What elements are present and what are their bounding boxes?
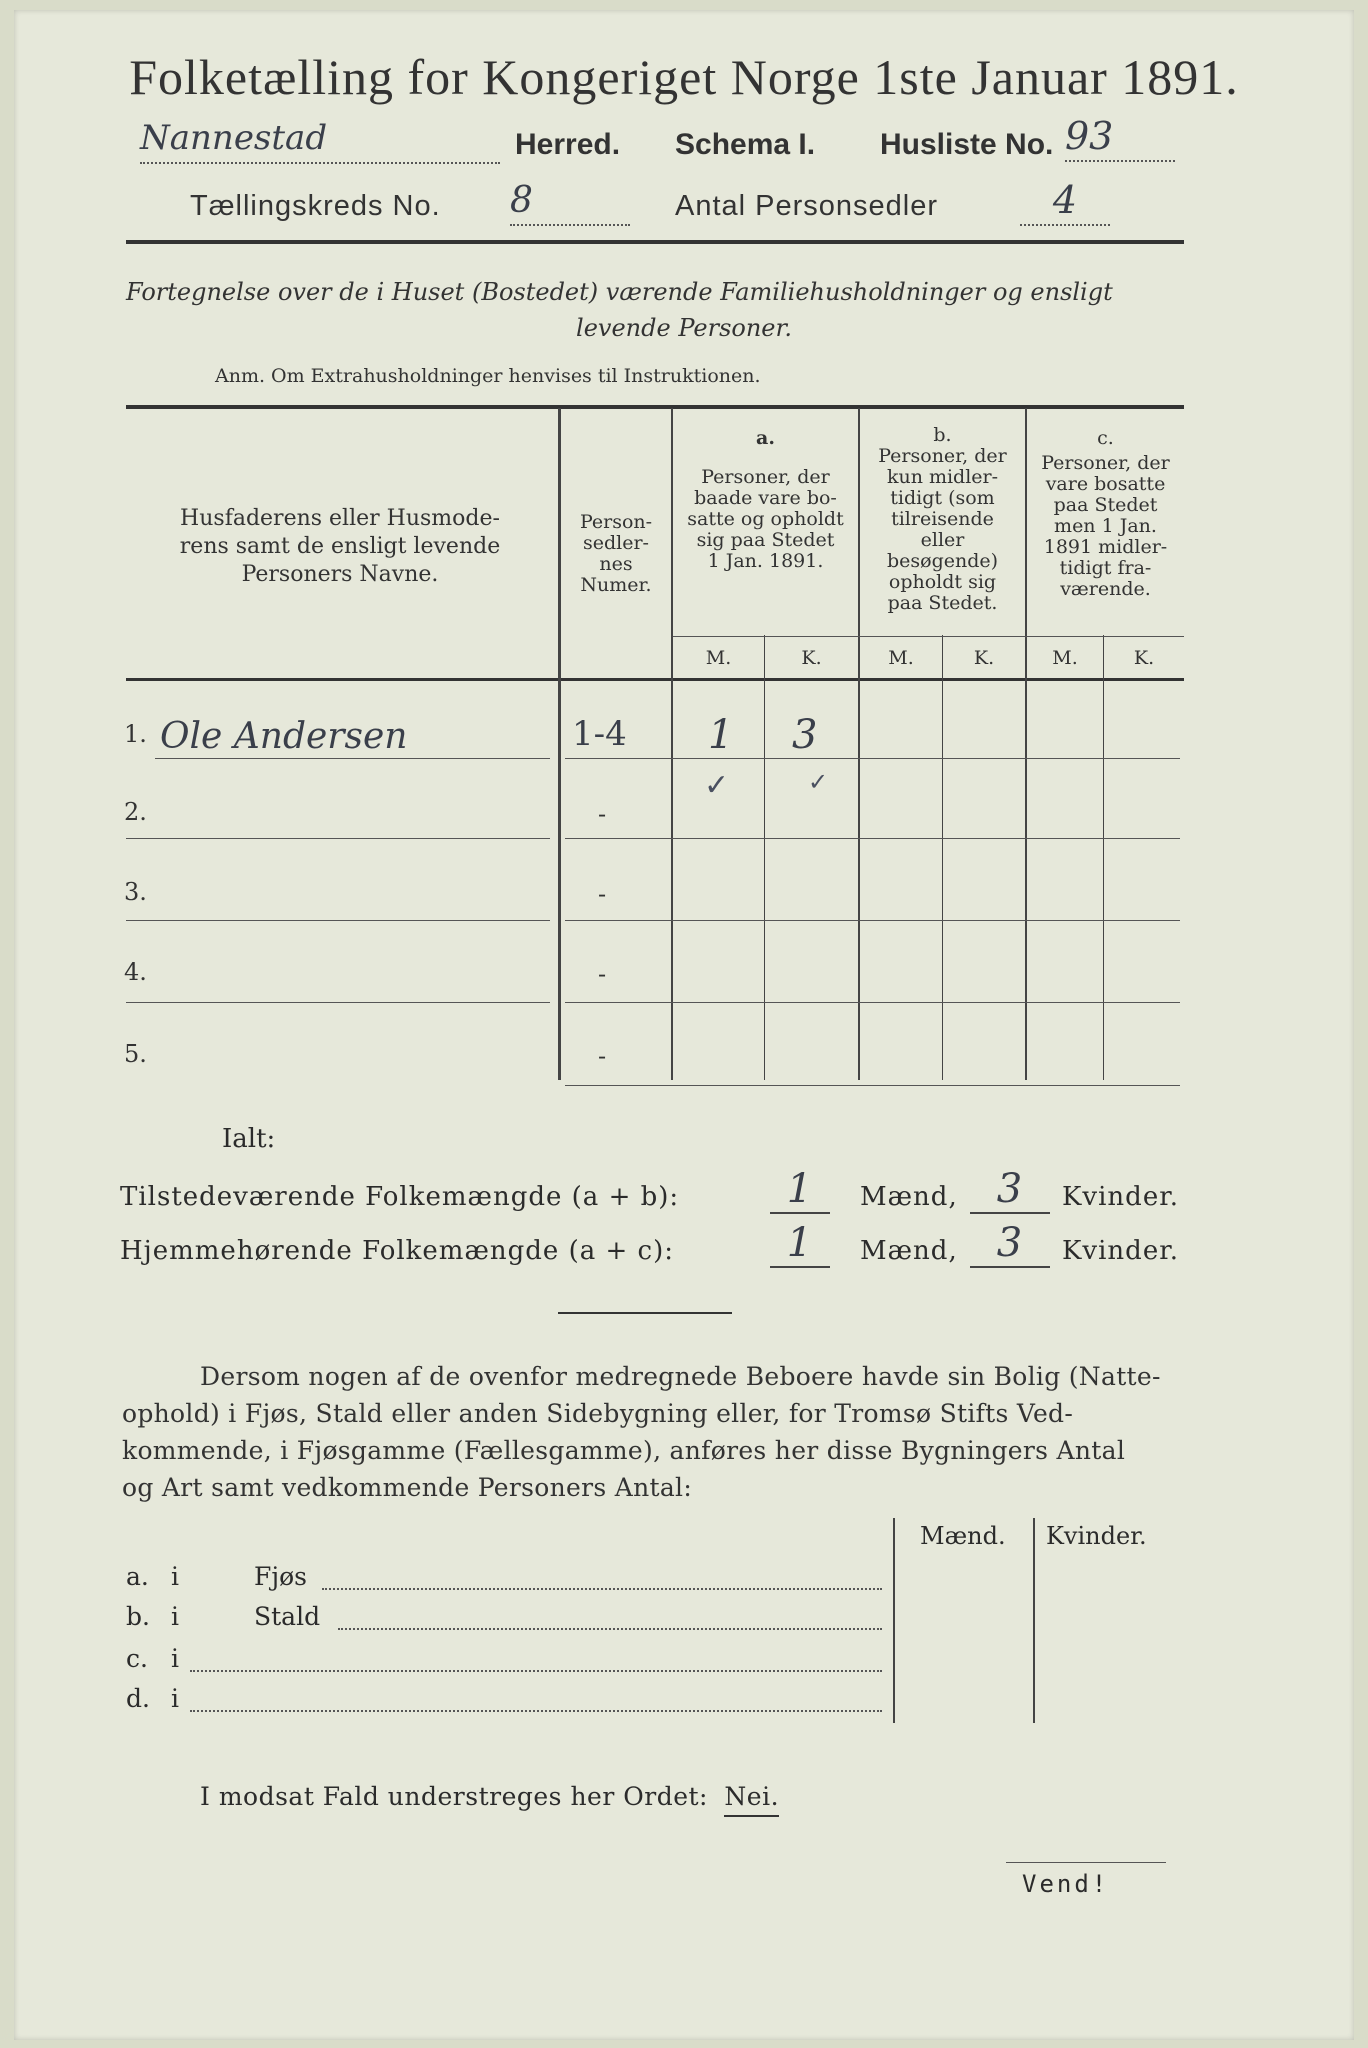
col-header-name-line: rens samt de ensligt levende <box>179 534 501 559</box>
row-3-rule-right <box>565 920 1180 921</box>
mk-rule <box>673 636 1184 637</box>
vend-rule <box>1006 1862 1166 1863</box>
col-header-b-line: tidigt (som <box>890 487 995 509</box>
row-1-rule-right <box>565 758 1180 759</box>
header-rule <box>126 240 1184 244</box>
modsat-line <box>200 1782 779 1811</box>
c-m-label: M. <box>1052 647 1078 669</box>
row-1-check-k: ✓ <box>808 768 829 796</box>
col-header-b <box>860 425 1025 614</box>
col-header-a-line: sig paa Stedet <box>696 529 835 551</box>
row-2-rule <box>126 838 550 839</box>
a-k-label: K. <box>801 647 822 669</box>
totals-line-2 <box>120 1220 1180 1276</box>
herred-line <box>130 114 1180 168</box>
totals-line-1-k: 3 <box>970 1166 1050 1214</box>
col-header-a-line: baade vare bo- <box>694 487 837 509</box>
col-header-name <box>130 505 550 589</box>
building-row-d-dots <box>190 1710 882 1712</box>
building-row-b-dots <box>338 1628 882 1630</box>
col-header-numer-line: Numer. <box>580 574 652 596</box>
row-4-rule-right <box>565 1002 1180 1003</box>
buildings-head-kvinder: Kvinder. <box>1046 1522 1147 1550</box>
col-header-b-line: kun midler- <box>886 466 999 488</box>
c-k-label: K. <box>1133 647 1155 669</box>
row-4-number: 4. <box>124 958 147 986</box>
paragraph-line-1: Dersom nogen af de ovenfor medregnede Beboere havde sin Bolig (Natte- <box>200 1362 1161 1391</box>
kreds-label: Tællingskreds No. <box>190 190 441 222</box>
col-divider-c-mk <box>1103 635 1104 1080</box>
row-5-numer: - <box>598 1042 607 1070</box>
row-2-rule-right <box>565 838 1180 839</box>
intro-line1: Fortegnelse over de i Huset (Bostedet) værende Familiehusholdninger og ensligt <box>126 278 1113 306</box>
building-row-a <box>126 1562 886 1598</box>
building-row-b-letter: b. <box>126 1602 150 1631</box>
totals-line-2-kvinder: Kvinder. <box>1062 1236 1180 1266</box>
row-1-rule <box>155 758 550 759</box>
section-divider <box>558 1312 732 1314</box>
herred-label: Herred. <box>515 128 621 161</box>
col-header-a-line: satte og opholdt <box>687 508 844 530</box>
row-4-numer: - <box>598 960 607 988</box>
building-row-b <box>126 1602 886 1638</box>
building-row-c-dots <box>190 1670 882 1672</box>
building-row-d-letter: d. <box>126 1684 150 1713</box>
row-1-number: 1. <box>124 720 147 748</box>
row-2-number: 2. <box>124 798 147 826</box>
col-header-numer-line: sedler- <box>583 532 649 554</box>
building-row-a-i: i <box>171 1562 179 1591</box>
col-divider-a-mk <box>764 635 765 1080</box>
form-title: Folketælling for Kongeriget Norge 1ste Januar 1891. <box>129 49 1239 105</box>
buildings-head-maend: Mænd. <box>920 1522 1006 1550</box>
building-row-a-label: Fjøs <box>254 1562 307 1591</box>
kreds-line <box>190 178 1150 232</box>
col-header-b-line: Personer, der <box>878 445 1007 467</box>
col-header-b-line: opholdt sig <box>888 571 997 593</box>
b-m-label: M. <box>888 647 914 669</box>
col-header-b-letter: b. <box>933 424 952 446</box>
row-5-rule <box>565 1085 1180 1086</box>
col-header-c-line: vare bosatte <box>1045 473 1166 495</box>
b-k-label: K. <box>973 647 995 669</box>
building-row-c-letter: c. <box>126 1644 148 1673</box>
building-row-d <box>126 1684 886 1720</box>
ialt-label: Ialt: <box>222 1124 276 1154</box>
building-row-a-dots <box>322 1588 882 1590</box>
kreds-value: 8 <box>510 180 630 226</box>
building-row-a-letter: a. <box>126 1562 149 1591</box>
col-header-b-line: tilreisende <box>891 508 994 530</box>
husliste-value: 93 <box>1065 114 1175 162</box>
a-m-label: M. <box>705 647 732 669</box>
row-3-number: 3. <box>124 878 147 906</box>
col-header-numer-line: Person- <box>579 511 653 533</box>
totals-line-1 <box>120 1166 1180 1222</box>
col-header-a-letter: a. <box>756 427 775 449</box>
col-divider-1 <box>558 408 561 1080</box>
col-header-a <box>673 428 858 572</box>
row-1-numer: 1-4 <box>572 714 627 754</box>
paragraph-line-4: og Art samt vedkommende Personers Antal: <box>122 1473 693 1502</box>
row-1-a-m: 1 <box>708 712 734 758</box>
col-header-name-line: Personers Navne. <box>241 562 439 587</box>
col-header-c-line: paa Stedet <box>1053 494 1158 516</box>
row-4-rule <box>126 1002 550 1003</box>
nei-word: Nei. <box>724 1782 779 1817</box>
totals-line-2-k: 3 <box>970 1220 1050 1268</box>
totals-line-2-m: 1 <box>770 1220 830 1268</box>
row-2-numer: - <box>598 800 607 828</box>
row-3-numer: - <box>598 880 607 908</box>
herred-value: Nannestad <box>140 118 500 164</box>
intro-line2: levende Personer. <box>576 314 792 342</box>
col-header-name-line: Husfaderens eller Husmode- <box>180 506 500 531</box>
schema-label: Schema I. <box>675 128 816 161</box>
col-header-a-line: 1 Jan. 1891. <box>707 550 824 572</box>
totals-line-2-label: Hjemmehørende Folkemængde (a + c): <box>120 1236 674 1266</box>
col-header-c-letter: c. <box>1097 427 1114 449</box>
paragraph-line-2: ophold) i Fjøs, Stald eller anden Sidebygning eller, for Tromsø Stifts Ved- <box>122 1399 1074 1428</box>
col-divider-b-mk <box>942 635 943 1080</box>
totals-line-1-maend: Mænd, <box>860 1182 958 1212</box>
totals-line-2-maend: Mænd, <box>860 1236 958 1266</box>
personsedler-label: Antal Personsedler <box>675 190 939 222</box>
col-header-c-line: men 1 Jan. <box>1054 515 1157 537</box>
col-header-c-line: 1891 midler- <box>1043 536 1168 558</box>
row-1-a-k: 3 <box>792 712 818 758</box>
col-header-b-line: paa Stedet. <box>887 592 998 614</box>
row-5-number: 5. <box>124 1040 147 1068</box>
col-header-numer-line: nes <box>599 553 633 575</box>
personsedler-value: 4 <box>1020 178 1110 226</box>
row-3-rule <box>126 920 550 921</box>
buildings-divider-1 <box>893 1518 895 1723</box>
building-row-c <box>126 1644 886 1680</box>
modsat-label: I modsat Fald understreges her Ordet: <box>200 1782 708 1811</box>
totals-line-1-kvinder: Kvinder. <box>1062 1182 1180 1212</box>
building-row-b-label: Stald <box>254 1602 321 1631</box>
col-header-c <box>1027 428 1184 600</box>
col-header-c-line: værende. <box>1060 578 1151 600</box>
outbuilding-paragraph <box>122 1358 1182 1506</box>
totals-line-1-label: Tilstedeværende Folkemængde (a + b): <box>120 1182 680 1212</box>
col-header-c-line: tidigt fra- <box>1059 557 1152 579</box>
vend-label: Vend! <box>1022 1870 1110 1898</box>
husliste-label: Husliste No. <box>880 128 1054 161</box>
col-header-b-line: besøgende) <box>886 550 999 572</box>
anm-note: Anm. Om Extrahusholdninger henvises til Instruktionen. <box>215 365 761 387</box>
col-header-b-line: eller <box>920 529 965 551</box>
col-header-c-line: Personer, der <box>1041 452 1170 474</box>
building-row-c-i: i <box>171 1644 179 1673</box>
building-row-b-i: i <box>171 1602 179 1631</box>
row-1-name: Ole Andersen <box>160 716 408 757</box>
totals-line-1-m: 1 <box>770 1166 830 1214</box>
row-1-check-m: ✓ <box>704 768 730 803</box>
col-header-a-line: Personer, der <box>701 466 830 488</box>
building-row-d-i: i <box>171 1684 179 1713</box>
buildings-divider-2 <box>1033 1518 1035 1723</box>
paragraph-line-3: kommende, i Fjøsgamme (Fællesgamme), anføres her disse Bygningers Antal <box>122 1436 1126 1465</box>
col-header-numer <box>561 512 671 596</box>
